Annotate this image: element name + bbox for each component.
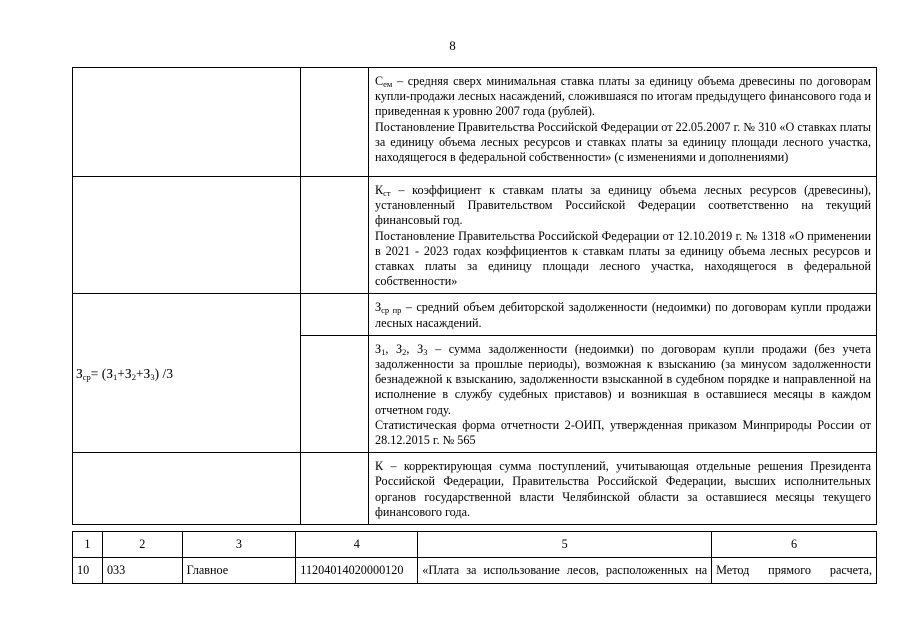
table-cell: «Плата за использование лесов, расположенных на: [418, 558, 712, 584]
table-row: [73, 558, 877, 584]
table-row: [73, 294, 877, 335]
table-cell: 10: [73, 558, 103, 584]
cem-description: $C_{ем}$ – средняя сверх минимальная ставка платы за единицу объема древесины по договорам купли-продажи лесных насаждений, сложившаяся по итогам предыдущего финансового года и приведенная к уровню 2007 года (рублей). Постановление Правительства Российской Федерации от 22.05.2007 г. № 310 «О ставках платы за единицу объема лесных ресурсов и ставках платы за единицу площади лесного участка, находящегося в федеральной собственности» (с изменениями и дополнениями): [369, 68, 877, 177]
table-header-row: [73, 532, 877, 558]
zsr-description: $З_{ср пр}$ – средний объем дебиторской задолженности (недоимки) по договорам купли продажи лесных насаждений.: [369, 294, 877, 335]
table-row: [73, 177, 877, 294]
page-number: 8: [449, 38, 456, 53]
column-header: 3: [182, 532, 296, 558]
formula-table: [72, 67, 877, 525]
column-header: 6: [712, 532, 877, 558]
budget-table: [72, 531, 877, 584]
table-cell: Главное: [182, 558, 296, 584]
table-cell: 11204014020000120: [296, 558, 418, 584]
column-header: 5: [418, 532, 712, 558]
column-header: 1: [73, 532, 103, 558]
table-cell: 033: [102, 558, 182, 584]
kst-description: $К_{ст}$ – коэффициент к ставкам платы за единицу объема лесных ресурсов (древесины), установленный Правительством Российской Федерации соответственно на текущий финансовый год. Постановление Правительства Российской Федерации от 12.10.2019 г. № 1318 «О применении в 2021 - 2023 годах коэффициентов к ставкам платы за единицу объема лесных ресурсов и ставках платы за единицу площади лесного участка, находящегося в федеральной собственности»: [369, 177, 877, 294]
column-header: 2: [102, 532, 182, 558]
k-description: К – корректирующая сумма поступлений, учитывающая отдельные решения Президента Российской Федерации, Правительства Российской Федерации, высших исполнительных органов государственной власти Челябинской области за оставшиеся месяцы текущего финансового года.: [369, 453, 877, 525]
column-header: 4: [296, 532, 418, 558]
table-row: [73, 68, 877, 177]
table-cell: Метод прямого расчета,: [712, 558, 877, 584]
z123-description: $З_1$, $З_2$, $З_3$ – сумма задолженности (недоимки) по договорам купли продажи (без учета задолженности за прошлые периоды), возможная к взысканию (за минусом задолженности безнадежной к взысканию, задолженности взысканной в судебном порядке и направленной на исполнение в службу судебных приставов) и возникшая в оставшиеся месяцы в каждом отчетном году. Статистическая форма отчетности 2-ОИП, утвержденная приказом Минприроды России от 28.12.2015 г. № 565: [369, 335, 877, 452]
formula-cell: $З_{ср}= (З_1+З_2+З_3)$ /3: [73, 294, 301, 453]
table-row: [73, 453, 877, 525]
